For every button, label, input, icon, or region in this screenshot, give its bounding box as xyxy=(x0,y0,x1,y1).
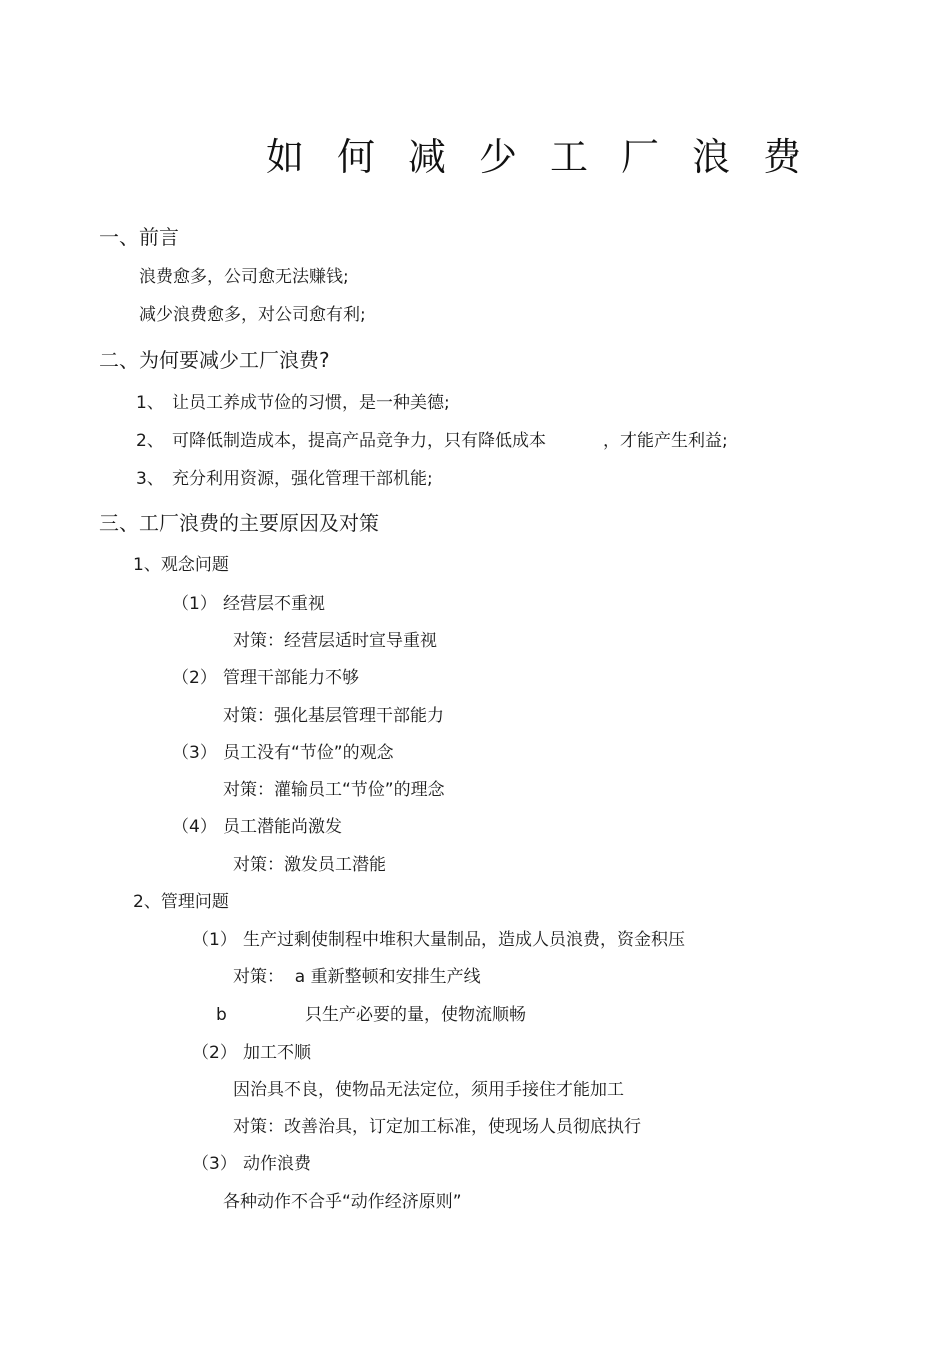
item-text: 生产过剩使制程中堆积大量制品，造成人员浪费，资金积压 xyxy=(243,930,685,950)
document-title: 如何减少工厂浪费 xyxy=(266,135,835,179)
section-heading-causes: 三、工厂浪费的主要原因及对策 xyxy=(99,511,379,535)
countermeasure: 对策： a 重新整顿和安排生产线 xyxy=(233,967,481,987)
item-number: （1） xyxy=(192,930,237,950)
countermeasure: 对策：改善治具，订定加工标准，使现场人员彻底执行 xyxy=(233,1117,641,1137)
item-description: 各种动作不合乎“动作经济原则” xyxy=(223,1192,462,1212)
countermeasure: 对策：激发员工潜能 xyxy=(233,855,386,875)
item-number: （4） xyxy=(172,817,217,837)
item-text: 经营层不重视 xyxy=(223,594,325,614)
countermeasure: 对策：强化基层管理干部能力 xyxy=(223,706,444,726)
preface-line: 浪费愈多，公司愈无法赚钱; xyxy=(139,267,349,287)
item-text: 员工没有“节俭”的观念 xyxy=(223,743,394,763)
list-item-number: 2、 xyxy=(136,431,164,451)
item-text: 管理干部能力不够 xyxy=(223,668,359,688)
countermeasure: 对策：灌输员工“节俭”的理念 xyxy=(223,780,445,800)
subsection-title: 1、观念问题 xyxy=(133,555,229,575)
preface-line: 减少浪费愈多，对公司愈有利; xyxy=(139,305,366,325)
item-number: （3） xyxy=(172,743,217,763)
item-number: （2） xyxy=(172,668,217,688)
list-item-text: 可降低制造成本，提高产品竞争力，只有降低成本 xyxy=(172,431,546,451)
subsection-title: 2、管理问题 xyxy=(133,892,229,912)
item-number: （3） xyxy=(192,1154,237,1174)
list-item-text: 充分利用资源，强化管理干部机能; xyxy=(172,469,433,489)
item-description: 因治具不良，使物品无法定位，须用手接住才能加工 xyxy=(233,1080,624,1100)
item-number: （2） xyxy=(192,1043,237,1063)
countermeasure-b-text: 只生产必要的量，使物流顺畅 xyxy=(305,1005,526,1025)
section-heading-preface: 一、前言 xyxy=(99,225,179,249)
item-text: 动作浪费 xyxy=(243,1154,311,1174)
section-heading-why: 二、为何要减少工厂浪费? xyxy=(99,348,330,372)
list-item-text-continued: ，才能产生利益; xyxy=(603,431,728,451)
list-item-text: 让员工养成节俭的习惯，是一种美德; xyxy=(172,393,450,413)
list-item-number: 3、 xyxy=(136,469,164,489)
countermeasure-b-label: b xyxy=(216,1005,227,1025)
item-text: 员工潜能尚激发 xyxy=(223,817,342,837)
item-number: （1） xyxy=(172,594,217,614)
countermeasure: 对策：经营层适时宣导重视 xyxy=(233,631,437,651)
list-item-number: 1、 xyxy=(136,393,164,413)
item-text: 加工不顺 xyxy=(243,1043,311,1063)
